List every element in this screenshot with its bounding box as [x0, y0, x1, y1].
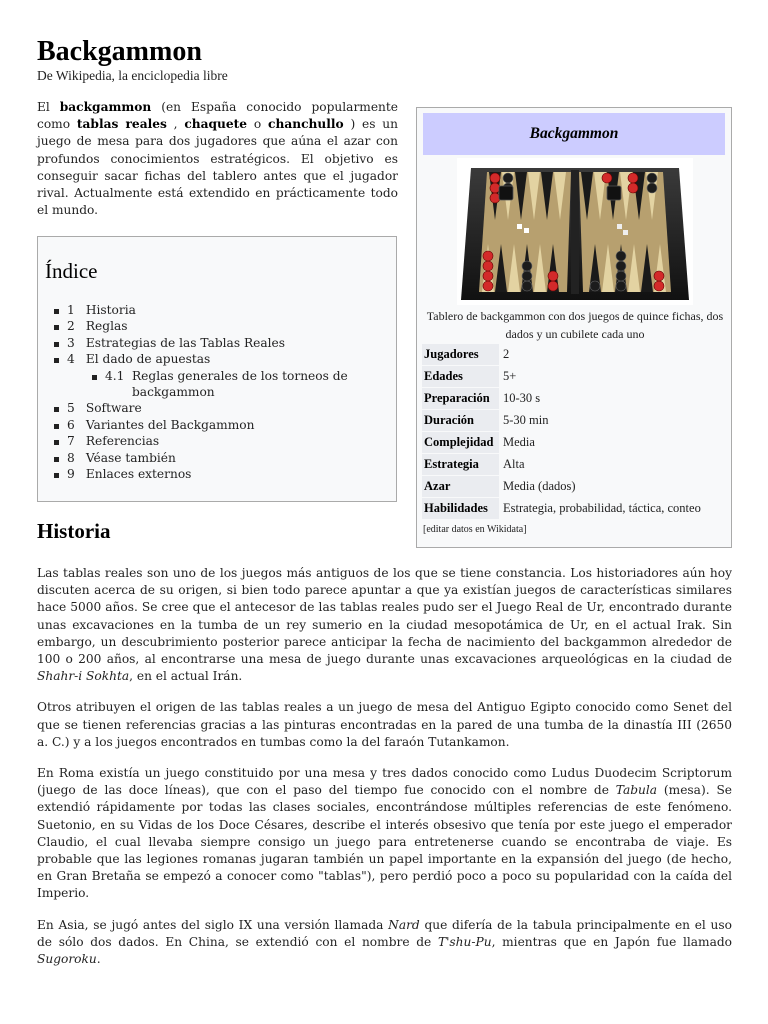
toc-item-vease-tambien[interactable]: 8 Véase también	[67, 450, 393, 466]
intro-paragraph: El backgammon (en España conocido popularmente como tablas reales , chaquete o chanchullo ) es un juego de mesa para dos jugadores que aúna el azar con profundos conocimientos estratégicos. El objetivo es conseguir sacar fichas del tablero antes que el jugador rival. Actualmente está extendido en prácticamente todo el mundo.	[37, 100, 399, 218]
page-subtitle: De Wikipedia, la enciclopedia libre	[37, 68, 228, 83]
infobox-title: Backgammon	[423, 113, 725, 155]
backgammon-board-image[interactable]	[457, 158, 693, 305]
infobox-row: Azar Media (dados)	[422, 476, 730, 497]
infobox-row: Complejidad Media	[422, 432, 730, 453]
edit-wikidata-link[interactable]: [editar datos en Wikidata]	[423, 524, 527, 535]
infobox	[416, 107, 732, 548]
infobox-row: Jugadores 2	[422, 344, 730, 365]
section-heading-historia: Historia	[37, 519, 111, 543]
toc-item-dado-apuestas[interactable]: 4 El dado de apuestas	[67, 351, 393, 367]
term-chaquete: chaquete	[184, 117, 248, 132]
toc-item-referencias[interactable]: 7 Referencias	[67, 433, 393, 449]
historia-paragraph: Otros atribuyen el origen de las tablas reales a un juego de mesa del Antiguo Egipto conocido como Senet del que se tienen referencias gracias a las pinturas encontradas en la pared de una tumba de la dinastía III (2650 a. C.) y a los juegos encontrados en tumbas como la del faraón Tutankamon.	[37, 700, 732, 749]
infobox-row: Preparación 10-30 s	[422, 388, 730, 409]
toc-item-reglas[interactable]: 2 Reglas	[67, 318, 393, 334]
term-backgammon: backgammon	[59, 100, 152, 114]
toc-item-variantes[interactable]: 6 Variantes del Backgammon	[67, 417, 393, 433]
toc-item-software[interactable]: 5 Software	[67, 400, 393, 416]
historia-section	[37, 565, 732, 982]
term-tablas-reales: tablas reales	[76, 117, 167, 132]
toc-item-historia[interactable]: 1 Historia	[67, 302, 393, 318]
toc-item-reglas-torneos[interactable]: 4.1 Reglas generales de los torneos de backgammon	[105, 368, 393, 401]
infobox-row: Duración 5-30 min	[422, 410, 730, 431]
toc-title: Índice	[45, 259, 98, 283]
infobox-row: Edades 5+	[422, 366, 730, 387]
table-of-contents	[37, 236, 397, 502]
infobox-row: Estrategia Alta	[422, 454, 730, 475]
toc-item-estrategias[interactable]: 3 Estrategias de las Tablas Reales	[67, 335, 393, 351]
infobox-caption: Tablero de backgammon con dos juegos de quince fichas, dos dados y un cubilete cada uno	[426, 309, 724, 341]
toc-item-enlaces-externos[interactable]: 9 Enlaces externos	[67, 466, 393, 482]
historia-paragraph: En Roma existía un juego constituido por una mesa y tres dados conocido como Ludus Duodecim Scriptorum (juego de las doce líneas), que con el paso del tiempo fue conocido con el nombre de Tabula (mesa). Se extendió rápidamente por todas las clases sociales, encontrándose múltiples referencias de este fenómeno. Suetonio, en su Vidas de los Doce Césares, describe el interés obsesivo que tenía por este juego el emperador Claudio, el cual llevaba siempre consigo un juego para entretenerse cuando se encontraba de viaje. Es probable que las legiones romanas jugaran también un papel importante en la expansión del juego (de hecho, en Gran Bretaña se empezó a conocer como "tablas"), pero perdió poco a poco su popularidad con la caída del Imperio.	[37, 766, 733, 901]
historia-paragraph: En Asia, se jugó antes del siglo IX una versión llamada Nard que difería de la tabula principalmente en el uso de sólo dos dados. En China, se extendió con el nombre de T'shu-Pu, mientras que en Japón fue llamado Sugoroku.	[37, 917, 733, 967]
page-title: Backgammon	[37, 36, 202, 67]
historia-paragraph: Las tablas reales son uno de los juegos más antiguos de los que se tiene constancia. Los historiadores aún hoy discuten acerca de su origen, si bien todo parece apuntar a que ya existían juegos de características similares hace 5000 años. Se cree que el antecesor de las tablas reales pudo ser el Juego Real de Ur, encontrado durante unas excavaciones en la tumba de un rey sumerio en la ciudad mesopotámica de Ur, en el actual Irak. Sin embargo, un descubrimiento posterior parece anticipar la fecha de nacimiento del backgammon alrededor de 100 o 200 años, al encontrarse una mesa de juego durante unas excavaciones arqueológicas en la ciudad de Shahr-i Sokhta, en el actual Irán.	[37, 566, 732, 684]
infobox-rows	[422, 344, 730, 520]
term-chanchullo: chanchullo	[268, 117, 344, 132]
infobox-row: Habilidades Estrategia, probabilidad, táctica, conteo	[422, 498, 730, 519]
